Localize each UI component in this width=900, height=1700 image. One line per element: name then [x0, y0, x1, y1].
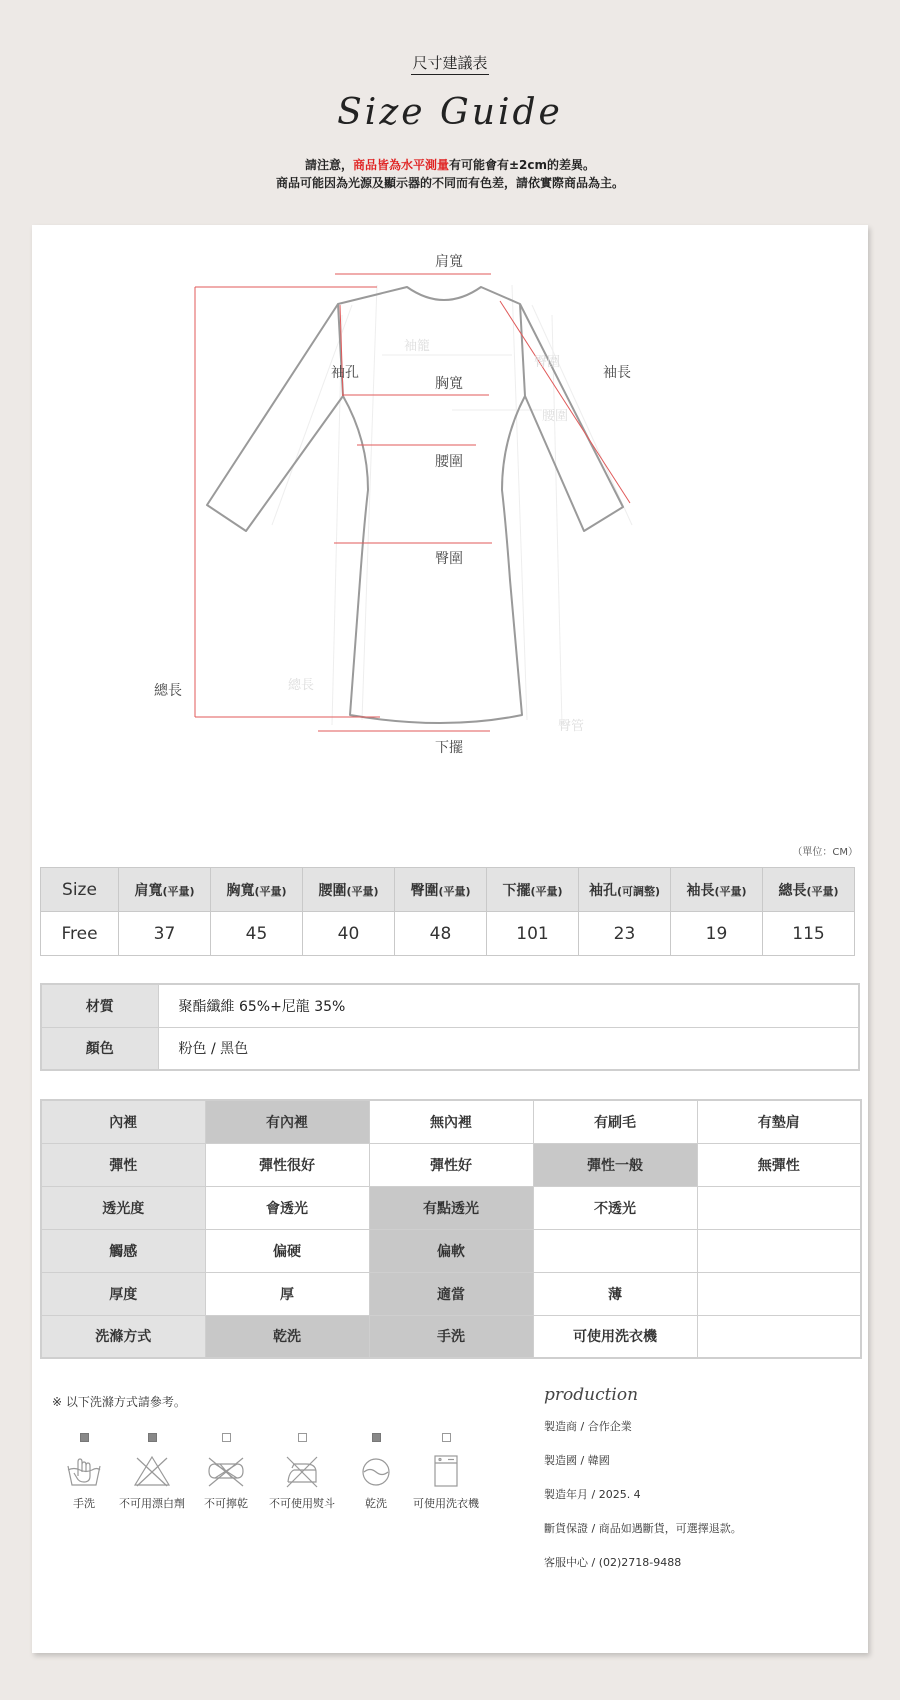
feature-cell [697, 1186, 861, 1229]
color-value: 粉色 / 黑色 [158, 1027, 859, 1070]
feature-key: 厚度 [41, 1272, 205, 1315]
table-row [41, 984, 859, 1027]
care-item: 不可擰乾 [188, 1433, 264, 1511]
production-title: production [544, 1385, 639, 1405]
feature-cell: 偏硬 [205, 1229, 369, 1272]
value-cell: 37 [119, 912, 211, 956]
table-row [41, 1186, 861, 1229]
checkbox-4 [372, 1433, 381, 1442]
ghost-label: 袖籠 [404, 339, 431, 354]
size-guide-card [32, 225, 868, 1653]
header-cell: 肩寬(平量) [119, 868, 211, 912]
note-highlight: 商品皆為水平測量 [352, 158, 449, 172]
feature-cell: 無彈性 [697, 1143, 861, 1186]
header-cell: 臀圍(平量) [395, 868, 487, 912]
header-cell: 袖長(平量) [671, 868, 763, 912]
hip-label: 臀圍 [435, 551, 463, 567]
ghost-label: 總長 [288, 678, 315, 693]
no-wring-icon [206, 1454, 246, 1488]
feature-key: 內裡 [41, 1100, 205, 1143]
feature-key: 彈性 [41, 1143, 205, 1186]
value-cell: 40 [303, 912, 395, 956]
table-row [41, 1100, 861, 1143]
table-row [41, 1315, 861, 1358]
feature-cell: 厚 [205, 1272, 369, 1315]
no-bleach-icon [132, 1454, 172, 1488]
size-table-header [41, 868, 855, 912]
header-cell: 下擺(平量) [487, 868, 579, 912]
feature-cell: 乾洗 [205, 1315, 369, 1358]
hem-label: 下擺 [435, 740, 463, 756]
feature-cell: 彈性好 [369, 1143, 533, 1186]
garment-diagram [32, 225, 868, 835]
size-cell: Free [41, 912, 119, 956]
table-row [41, 912, 855, 956]
unit-label: （單位：CM） [792, 847, 858, 858]
feature-cell [533, 1229, 697, 1272]
machine-wash-icon [426, 1454, 466, 1488]
header-cell: 腰圍(平量) [303, 868, 395, 912]
feature-cell: 彈性很好 [205, 1143, 369, 1186]
waist-label: 腰圍 [435, 454, 463, 470]
ghost-label: 腰圍 [542, 409, 569, 424]
ghost-label: 臀管 [558, 719, 585, 734]
feature-cell [697, 1229, 861, 1272]
value-cell: 48 [395, 912, 487, 956]
table-row [41, 1027, 859, 1070]
length-label: 總長 [154, 683, 182, 699]
care-item: 不可使用熨斗 [264, 1433, 340, 1511]
feature-cell: 無內裡 [369, 1100, 533, 1143]
production-row: 斷貨保證 / 商品如遇斷貨，可選擇退款。 [544, 1522, 742, 1535]
chest-label: 胸寬 [435, 376, 463, 392]
dry-clean-icon [356, 1454, 396, 1488]
production-row: 製造年月 / 2025. 4 [544, 1488, 641, 1501]
table-row [41, 1272, 861, 1315]
material-table [40, 983, 860, 1071]
checkbox-5 [442, 1433, 451, 1442]
feature-key: 透光度 [41, 1186, 205, 1229]
material-value: 聚酯纖維 65%+尼龍 35% [158, 984, 859, 1027]
feature-cell: 可使用洗衣機 [533, 1315, 697, 1358]
feature-cell [697, 1272, 861, 1315]
hand-wash-icon [64, 1454, 104, 1488]
no-iron-icon [282, 1454, 322, 1488]
feature-cell: 適當 [369, 1272, 533, 1315]
feature-cell [697, 1315, 861, 1358]
care-item: 乾洗 [338, 1433, 414, 1511]
production-info [544, 1385, 742, 1589]
feature-cell: 偏軟 [369, 1229, 533, 1272]
feature-cell: 有點透光 [369, 1186, 533, 1229]
table-row [41, 1143, 861, 1186]
value-cell: 115 [763, 912, 855, 956]
header-cell: 胸寬(平量) [211, 868, 303, 912]
care-item: 可使用洗衣機 [408, 1433, 484, 1511]
armhole-label: 袖孔 [331, 365, 359, 381]
feature-cell: 有墊肩 [697, 1100, 861, 1143]
checkbox-1 [148, 1433, 157, 1442]
production-row: 製造商 / 合作企業 [544, 1420, 632, 1433]
value-cell: 19 [671, 912, 763, 956]
feature-cell: 手洗 [369, 1315, 533, 1358]
measurement-note: 請注意，商品皆為水平測量有可能會有±2cm的差異。 商品可能因為光源及顯示器的不同而有色差，請依實際商品為主。 [275, 158, 624, 190]
feature-cell: 彈性一般 [533, 1143, 697, 1186]
production-row: 客服中心 / (02)2718-9488 [544, 1556, 682, 1569]
checkbox-3 [298, 1433, 307, 1442]
color-key: 顏色 [41, 1027, 158, 1070]
value-cell: 23 [579, 912, 671, 956]
care-item: 不可用漂白劑 [114, 1433, 190, 1511]
care-item: 手洗 [46, 1433, 122, 1511]
checkbox-0 [80, 1433, 89, 1442]
value-cell: 101 [487, 912, 579, 956]
feature-cell: 有刷毛 [533, 1100, 697, 1143]
checkbox-2 [222, 1433, 231, 1442]
care-note: ※ 以下洗滌方式請參考。 [52, 1395, 186, 1409]
page-title: Size Guide [337, 92, 563, 133]
features-table [40, 1099, 862, 1359]
table-row [41, 1229, 861, 1272]
production-row: 製造國 / 韓國 [544, 1454, 610, 1467]
shoulder-label: 肩寬 [435, 254, 463, 270]
size-label: 尺寸建議表 [0, 52, 900, 73]
feature-cell: 不透光 [533, 1186, 697, 1229]
header-cell: 袖孔(可調整) [579, 868, 671, 912]
feature-key: 洗滌方式 [41, 1315, 205, 1358]
size-table [40, 867, 855, 956]
feature-cell: 會透光 [205, 1186, 369, 1229]
ghost-label: 臀圍 [534, 355, 561, 370]
value-cell: 45 [211, 912, 303, 956]
sleeve-label: 袖長 [603, 365, 631, 381]
header-cell: Size [41, 868, 119, 912]
header-cell: 總長(平量) [763, 868, 855, 912]
material-key: 材質 [41, 984, 158, 1027]
feature-cell: 薄 [533, 1272, 697, 1315]
feature-key: 觸感 [41, 1229, 205, 1272]
feature-cell: 有內裡 [205, 1100, 369, 1143]
